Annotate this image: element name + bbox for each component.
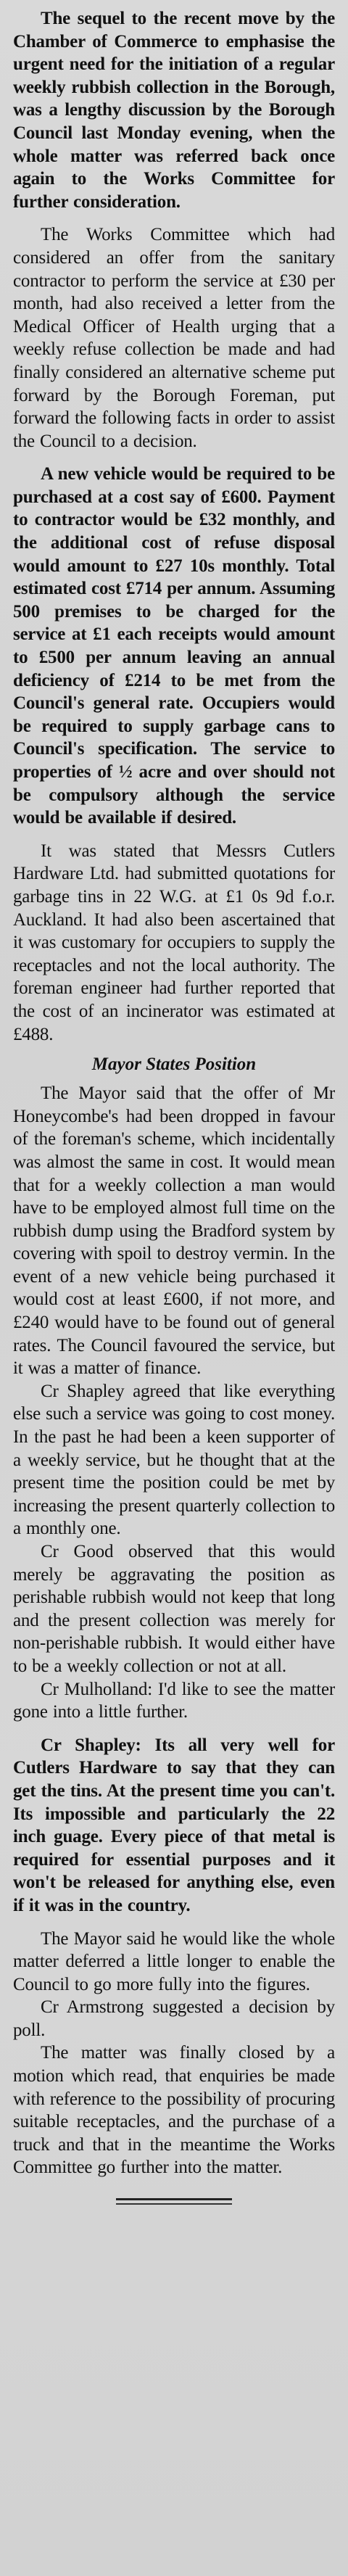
end-rule xyxy=(116,2198,232,2205)
mayor-paragraph: The Mayor said that the offer of Mr Honeycombe's had been dropped in favour of the foreman's scheme, which incidentally was almost the same in cost. It would mean that for a weekly collection a man would have to be employed almost full time on the rubbish dump using the Bradford system by covering with spoil to destroy vermin. In the event of a new vehicle being purchased it would cost at least £600, if not more, and £240 would have to be found out of general rates. The Council favoured the service, but it was a matter of finance. xyxy=(13,1083,335,1379)
end-rule-line-2 xyxy=(116,2203,232,2205)
shapley-paragraph: Cr Shapley agreed that like everything else such a service was going to cost money. In the past he had been a keen supporter of a weekly service, but he thought that at the present time the position could be met by increasing the present quarterly collection to a monthly one. xyxy=(13,1381,335,1539)
end-rule-line-1 xyxy=(116,2198,232,2200)
lead-paragraph: The sequel to the recent move by the Chamber of Commerce to emphasise the urgent need for the initiation of a regular weekly rubbish collection in the Borough, was a lengthy discussion by the Borough Council last Monday evening, when the whole matter was referred back once again to the Works Committee for further consideration. xyxy=(13,9,335,212)
motion-paragraph: The matter was finally closed by a motion which read, that enquiries be made with reference to the possibility of procuring suitable receptacles, and the purchase of a truck and that in the meantime the Works Committee go further into the matter. xyxy=(13,2043,335,2178)
foreman-scheme-paragraph: A new vehicle would be required to be purchased at a cost say of £600. Payment to contractor would be £32 monthly, and the additional cost of refuse disposal would amount to £27 10s monthly. Total estimated cost £714 per annum. Assuming 500 premises to be charged for the service at £1 each receipts would amount to £500 per annum leaving an annual deficiency of £214 to be met from the Council's general rate. Occupiers would be required to supply garbage cans to Council's specification. The service to properties of ½ acre and over should not be compulsory although the service would be available if desired. xyxy=(13,464,335,828)
cutlers-hardware-paragraph: It was stated that Messrs Cutlers Hardware Ltd. had submitted quotations for garbage tins in 22 W.G. at £1 0s 9d f.o.r. Auckland. It had also been ascertained that it was customary for occupiers to supply the receptacles and not the local authority. The foreman engineer had further reported that the cost of an incinerator was estimated at £488. xyxy=(13,841,335,1044)
shapley-tins-paragraph: Cr Shapley: Its all very well for Cutlers Hardware to say that they can get the tins. At the present time you can't. Its impossible and particularly the 22 inch guage. Every piece of that metal is required for essential purposes and it won't be released for anything else, even if it was in the country. xyxy=(13,1735,335,1915)
mulholland-paragraph: Cr Mulholland: I'd like to see the matter gone into a little further. xyxy=(13,1679,335,1722)
mayor-defer-paragraph: The Mayor said he would like the whole matter deferred a little longer to enable the Council to go more fully into the figures. xyxy=(13,1928,335,1994)
section-heading: Mayor States Position xyxy=(91,1054,257,1075)
works-committee-paragraph: The Works Committee which had considered an offer from the sanitary contractor to perform the service at £30 per month, had also received a letter from the Medical Officer of Health urging that a weekly refuse collection be made and had finally considered an alternative scheme put forward by the Borough Foreman, put forward the following facts in order to assist the Council to a decision. xyxy=(13,225,335,451)
good-paragraph: Cr Good observed that this would merely be aggravating the position as perishable rubbish would not keep that long and the present collection was merely for non-perishable rubbish. It would either have to be a weekly collection or not at all. xyxy=(13,1542,335,1676)
armstrong-paragraph: Cr Armstrong suggested a decision by poll. xyxy=(13,1997,335,2040)
